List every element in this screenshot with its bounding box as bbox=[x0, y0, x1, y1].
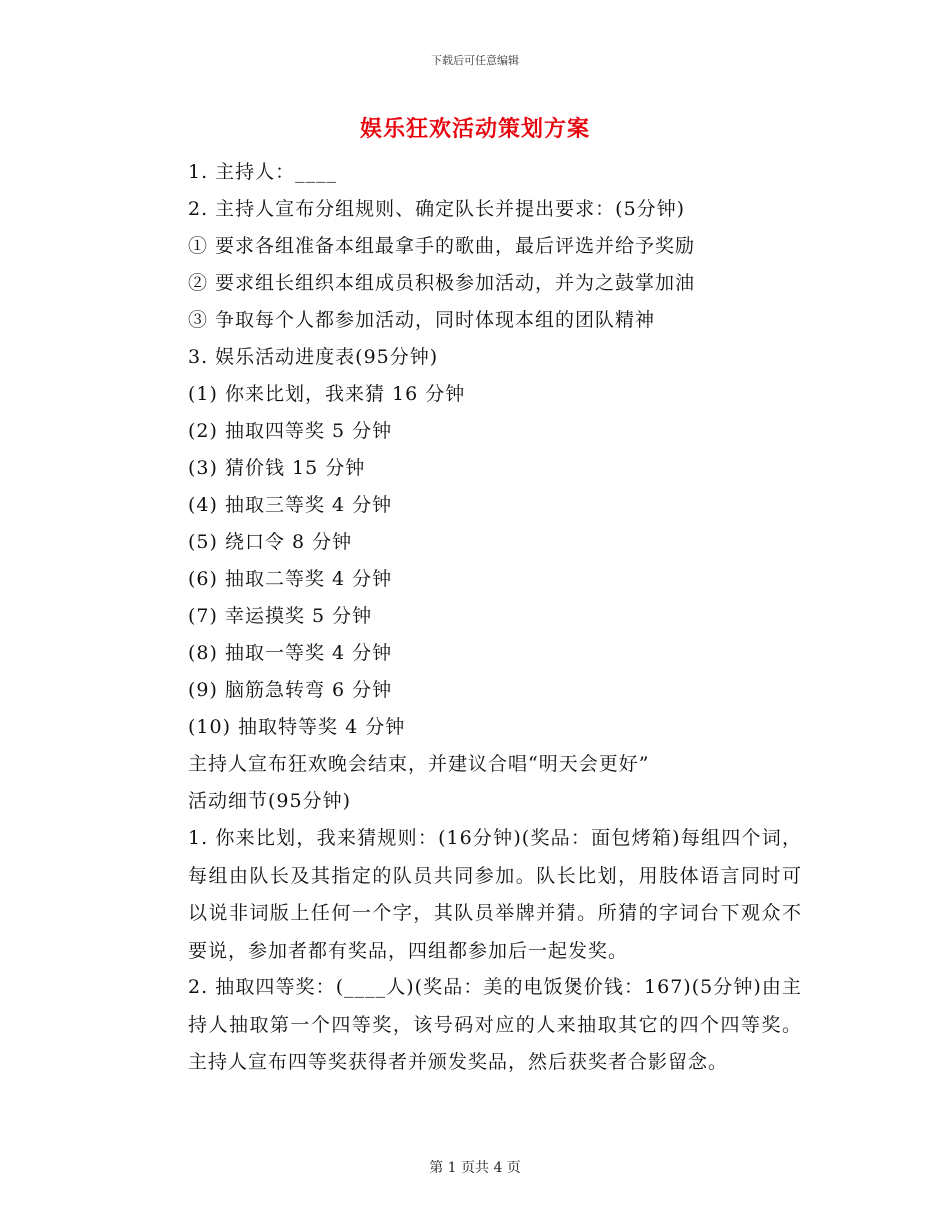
host-line: 1. 主持人：____ bbox=[188, 161, 338, 183]
detail-paragraph-2-text: 2. 抽取四等奖：(____人)(奖品：美的电饭煲价钱：167)(5分钟)由主持人抽取第一个四等奖，该号码对应的人来抽取其它的四个四等奖。主持人宣布四等奖获得者并颁发奖品，然后获奖者合影留念。 bbox=[188, 976, 802, 1073]
closing-line: 主持人宣布狂欢晚会结束，并建议合唱“明天会更好” bbox=[188, 753, 650, 775]
schedule-item-8: (8) 抽取一等奖 4 分钟 bbox=[188, 642, 393, 664]
grouping-rules-line: 2. 主持人宣布分组规则、确定队长并提出要求：(5分钟) bbox=[188, 198, 686, 220]
schedule-item-1: (1) 你来比划，我来猜 16 分钟 bbox=[188, 383, 466, 405]
requirement-3: ③ 争取每个人都参加活动，同时体现本组的团队精神 bbox=[188, 309, 656, 331]
requirement-1: ① 要求各组准备本组最拿手的歌曲，最后评选并给予奖励 bbox=[188, 235, 696, 257]
requirement-2: ② 要求组长组织本组成员积极参加活动，并为之鼓掌加油 bbox=[188, 272, 696, 294]
details-heading: 活动细节(95分钟) bbox=[188, 790, 352, 812]
schedule-item-5: (5) 绕口令 8 分钟 bbox=[188, 531, 353, 553]
schedule-item-9: (9) 脑筋急转弯 6 分钟 bbox=[188, 679, 393, 701]
detail-paragraph-1-text: 1. 你来比划，我来猜规则：(16分钟)(奖品：面包烤箱)每组四个词，每组由队长及其指定的队员共同参加。队长比划，用肢体语言同时可以说非词版上任何一个字，其队员举牌并猜。所猜的字词台下观众不要说，参加者都有奖品，四组都参加后一起发奖。 bbox=[188, 827, 802, 962]
schedule-heading: 3. 娱乐活动进度表(95分钟) bbox=[188, 346, 439, 368]
page-header: 下载后可任意编辑 bbox=[431, 54, 519, 67]
page-footer: 第 1 页共 4 页 bbox=[429, 1160, 521, 1176]
schedule-item-4: (4) 抽取三等奖 4 分钟 bbox=[188, 494, 393, 516]
schedule-item-6: (6) 抽取二等奖 4 分钟 bbox=[188, 568, 393, 590]
schedule-item-10: (10) 抽取特等奖 4 分钟 bbox=[188, 716, 406, 738]
detail-paragraph-1 bbox=[142, 820, 802, 970]
schedule-item-7: (7) 幸运摸奖 5 分钟 bbox=[188, 605, 373, 627]
schedule-item-2: (2) 抽取四等奖 5 分钟 bbox=[188, 420, 393, 442]
detail-paragraph-2 bbox=[142, 969, 802, 1082]
document-title: 娱乐狂欢活动策划方案 bbox=[359, 116, 590, 142]
schedule-item-3: (3) 猜价钱 15 分钟 bbox=[188, 457, 366, 479]
